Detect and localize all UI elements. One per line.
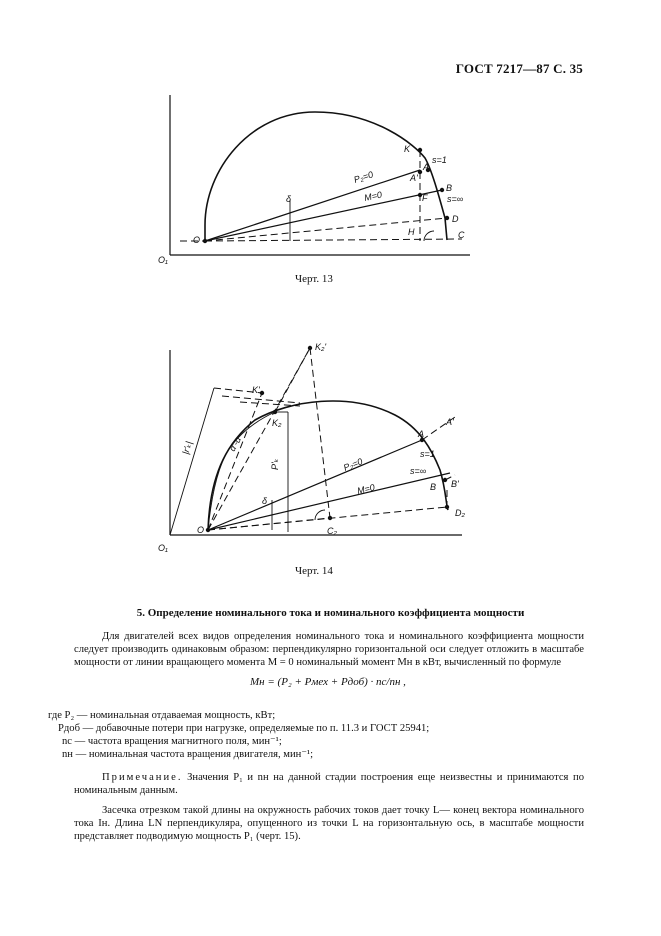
label-k-prime: K' bbox=[252, 385, 260, 395]
definition-nc: nс — частота вращения магнитного поля, мин⁻¹; bbox=[62, 736, 282, 747]
point-k2-prime bbox=[308, 346, 312, 350]
label-o1: O₁ bbox=[158, 255, 168, 265]
figure-13-caption: Черт. 13 bbox=[295, 273, 333, 285]
label-pk: P'ₖ bbox=[270, 458, 280, 470]
label-d2: D₂ bbox=[455, 508, 465, 518]
label-delta: δ bbox=[262, 496, 268, 506]
label-b: B bbox=[446, 183, 453, 193]
note-text: Значения P₁ и nн на данной стадии построения еще неизвестны и принимаются по номинальным данным. bbox=[74, 772, 584, 796]
point-d bbox=[445, 216, 449, 220]
point-k bbox=[418, 148, 422, 152]
figure-13-diagram bbox=[0, 90, 661, 270]
label-a-prime: A' bbox=[446, 417, 454, 427]
definitions-list bbox=[48, 709, 578, 761]
label-b: B bbox=[430, 482, 437, 492]
label-c: C bbox=[458, 230, 465, 240]
label-rk: |r'ₖ| bbox=[180, 439, 194, 456]
line-oc bbox=[205, 239, 462, 241]
line-p2-zero bbox=[205, 170, 420, 241]
label-f: F bbox=[422, 193, 428, 203]
label-b-prime: B' bbox=[451, 479, 459, 489]
label-d: D bbox=[452, 214, 459, 224]
section-title: 5. Определение номинального тока и номинального коэффициента мощности bbox=[136, 607, 525, 619]
label-s1: s=1 bbox=[432, 155, 447, 165]
label-a-prime: A' bbox=[410, 173, 418, 183]
note-label: Примечание. bbox=[102, 772, 183, 783]
label-p2: P₂=0 bbox=[352, 169, 375, 185]
figure-14-caption: Черт. 14 bbox=[295, 565, 333, 577]
label-p2: P₂=0 bbox=[342, 456, 365, 473]
point-a-prime bbox=[418, 170, 422, 174]
formula-mn: Mн = (P₂ + Pмех + Pдоб) · nс/nн , bbox=[250, 676, 406, 688]
label-k2-prime: K₂' bbox=[315, 342, 327, 352]
label-o: O bbox=[197, 525, 205, 535]
figure-13 bbox=[0, 90, 661, 270]
line-m-zero bbox=[205, 190, 442, 241]
definition-p2: где P₂ — номинальная отдаваемая мощность, кВт; bbox=[48, 710, 276, 721]
line-m-zero bbox=[208, 473, 450, 530]
label-a: A bbox=[418, 429, 425, 439]
label-m: M=0 bbox=[363, 189, 383, 203]
label-delta: δ bbox=[286, 194, 292, 204]
point-b bbox=[440, 188, 444, 192]
point-o bbox=[203, 239, 207, 243]
label-k: K bbox=[404, 144, 411, 154]
definition-nn: nн — номинальная частота вращения двигателя, мин⁻¹; bbox=[62, 749, 314, 760]
point-c2 bbox=[328, 516, 332, 520]
line-oc2 bbox=[208, 518, 330, 530]
label-s-inf: s=∞ bbox=[447, 194, 464, 204]
paragraph-2: Засечка отрезком такой длины на окружность рабочих токов дает точку L— конец вектора номинального тока Iн. Длина LN перпендикуляра, опущенного из точки L на горизонтальную ось, в масштабе мощности представляет подводимую мощность P₁ (черт. 15). bbox=[74, 805, 584, 842]
label-s1: s=1 bbox=[420, 449, 435, 459]
label-o1: O₁ bbox=[158, 543, 168, 553]
definition-pdob: Pдоб — добавочные потери при нагрузке, определяемые по п. 11.3 и ГОСТ 25941; bbox=[58, 723, 430, 734]
point-d2 bbox=[445, 505, 449, 509]
point-k-prime bbox=[260, 391, 264, 395]
point-b bbox=[443, 478, 447, 482]
line-rk bbox=[170, 388, 214, 535]
line-ok2prime bbox=[208, 348, 310, 530]
label-h: H bbox=[408, 227, 415, 237]
dash-top-2 bbox=[222, 396, 300, 403]
label-k2: K₂ bbox=[272, 418, 282, 428]
label-c2: C₂ bbox=[327, 526, 337, 536]
note bbox=[74, 771, 584, 797]
line-k2prime-c2 bbox=[310, 348, 330, 518]
line-p2-zero bbox=[208, 440, 422, 530]
label-m: M=0 bbox=[356, 482, 376, 496]
label-a: A bbox=[423, 162, 430, 172]
page-header: ГОСТ 7217—87 С. 35 bbox=[455, 61, 583, 76]
label-alpha: α'-α bbox=[227, 435, 244, 453]
label-s-inf: s=∞ bbox=[410, 466, 427, 476]
point-k2 bbox=[273, 410, 277, 414]
label-o: O bbox=[193, 235, 201, 245]
paragraph-1: Для двигателей всех видов определения номинального тока и номинального коэффициента мощности следует производить одинаковым образом: перпендикулярно горизонтальной оси следует отложить в масштабе мощности от линии вращающего момента M = 0 номинальный момент Mн в кВт, вычисленный по формуле bbox=[74, 631, 584, 668]
point-o bbox=[206, 528, 210, 532]
figure-14-diagram bbox=[0, 330, 661, 555]
line-ok bbox=[208, 393, 262, 530]
figure-14 bbox=[0, 330, 661, 555]
